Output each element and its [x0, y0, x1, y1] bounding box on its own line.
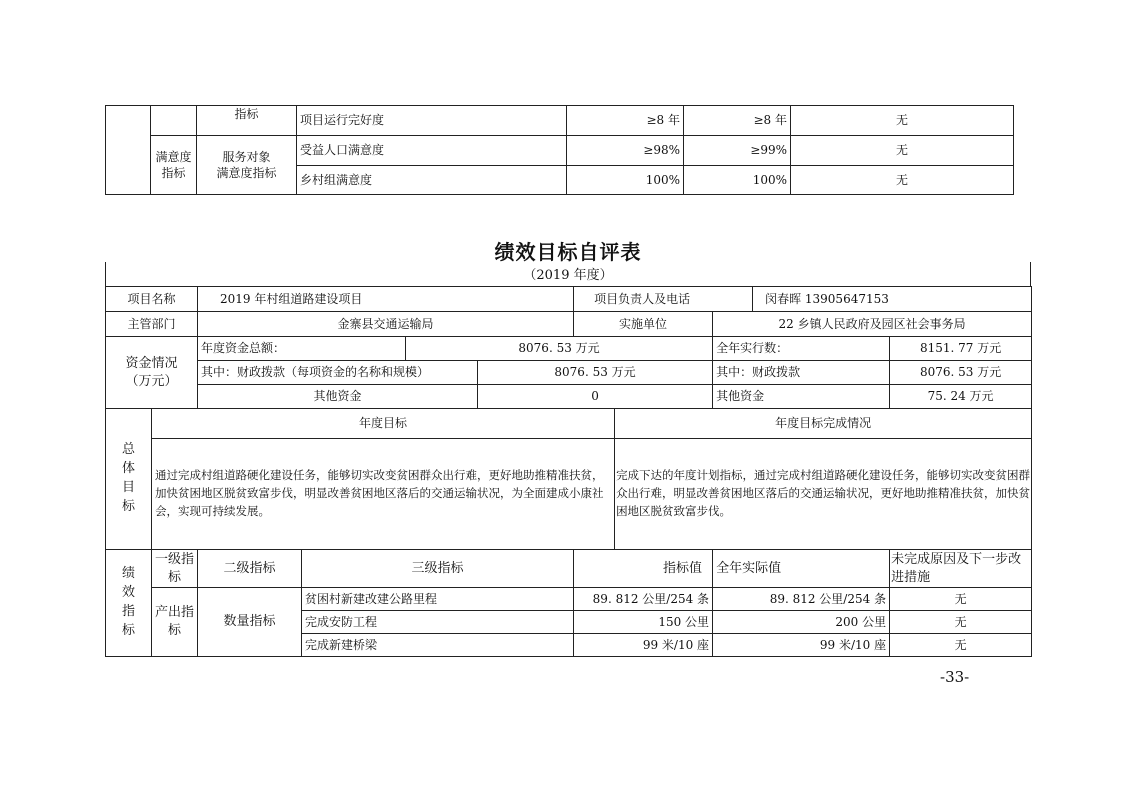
annual-goal-text: 通过完成村组道路硬化建设任务，能够切实改变贫困群众出行难，更好地助推精准扶贫，加快贫困地区脱贫致富步伐，明显改善贫困地区落后的交通运输状况，为全面建成小康社会，实现可持续发展。 [152, 439, 615, 550]
annual-total-value: 8076. 53 万元 [406, 337, 713, 361]
actual-cell: ≥99% [684, 136, 791, 166]
page-number: -33- [940, 668, 970, 686]
actual-cell: 89. 812 公里/254 条 [713, 588, 890, 611]
page-subtitle: （2019 年度） [523, 268, 613, 283]
other-actual-value: 75. 24 万元 [890, 385, 1032, 409]
col-reason-header: 未完成原因及下一步改进措施 [890, 550, 1032, 588]
col-level3-header: 三级指标 [302, 550, 574, 588]
target-cell: 100% [567, 166, 684, 195]
completion-header: 年度目标完成情况 [615, 409, 1032, 439]
top-indicator-table [105, 105, 1014, 195]
fund-label: 资金情况 （万元） [106, 337, 198, 409]
dept-label: 主管部门 [106, 312, 198, 337]
reason-cell: 无 [890, 588, 1032, 611]
metric-cell: 贫困村新建改建公路里程 [302, 588, 574, 611]
reason-cell: 无 [890, 611, 1032, 634]
actual-cell: 100% [684, 166, 791, 195]
dept-value: 金寨县交通运输局 [198, 312, 574, 337]
fiscal-actual-value: 8076. 53 万元 [890, 361, 1032, 385]
impl-value: 22 乡镇人民政府及园区社会事务局 [713, 312, 1032, 337]
service-label: 服务对象 满意度指标 [197, 136, 297, 195]
completion-text: 完成下达的年度计划指标，通过完成村组道路硬化建设任务，能够切实改变贫困群众出行难，明显改善贫困地区落后的交通运输状况，更好地助推精准扶贫，加快贫困地区脱贫致富步伐。 [615, 439, 1032, 550]
performance-self-eval-table [105, 286, 1032, 657]
frame-left-line [105, 262, 106, 286]
annual-goal-header: 年度目标 [152, 409, 615, 439]
perf-indicator-label: 绩 效 指 标 [106, 550, 152, 657]
metric-cell: 受益人口满意度 [297, 136, 567, 166]
col-actual-header: 全年实际值 [713, 550, 890, 588]
actual-cell: 200 公里 [713, 611, 890, 634]
overall-goal-label: 总 体 目 标 [106, 409, 152, 550]
actual-cell: 99 米/10 座 [713, 634, 890, 657]
col-target-header: 指标值 [574, 550, 713, 588]
target-cell: 89. 812 公里/254 条 [574, 588, 713, 611]
target-cell: ≥8 年 [567, 106, 684, 136]
fiscal-label: 其中：财政拨款（每项资金的名称和规模） [198, 361, 478, 385]
actual-cell: ≥8 年 [684, 106, 791, 136]
frame-right-line [1030, 262, 1031, 286]
indicator-label: 指标 [197, 106, 297, 136]
metric-cell: 完成安防工程 [302, 611, 574, 634]
col-level2-header: 二级指标 [198, 550, 302, 588]
impl-label: 实施单位 [574, 312, 713, 337]
reason-cell: 无 [890, 634, 1032, 657]
other-value: 0 [478, 385, 713, 409]
quantity-indicator-label: 数量指标 [198, 588, 302, 657]
metric-cell: 乡村组满意度 [297, 166, 567, 195]
owner-label: 项目负责人及电话 [574, 287, 753, 312]
satisfaction-label: 满意度 指标 [151, 136, 197, 195]
target-cell: 99 米/10 座 [574, 634, 713, 657]
reason-cell: 无 [791, 106, 1014, 136]
reason-cell: 无 [791, 166, 1014, 195]
annual-total-label: 年度资金总额： [198, 337, 406, 361]
col-level1-header: 一级指 标 [152, 550, 198, 588]
target-cell: 150 公里 [574, 611, 713, 634]
actual-total-label: 全年实行数： [713, 337, 890, 361]
output-indicator-label: 产出指 标 [152, 588, 198, 657]
metric-cell: 项目运行完好度 [297, 106, 567, 136]
top-blank-cell-2 [151, 106, 197, 136]
fiscal-actual-label: 其中：财政拨款 [713, 361, 890, 385]
top-blank-cell [106, 106, 151, 195]
metric-cell: 完成新建桥梁 [302, 634, 574, 657]
target-cell: ≥98% [567, 136, 684, 166]
page-title: 绩效目标自评表 [494, 240, 642, 264]
fiscal-value: 8076. 53 万元 [478, 361, 713, 385]
other-label: 其他资金 [198, 385, 478, 409]
other-actual-label: 其他资金 [713, 385, 890, 409]
actual-total-value: 8151. 77 万元 [890, 337, 1032, 361]
reason-cell: 无 [791, 136, 1014, 166]
project-name-label: 项目名称 [106, 287, 198, 312]
owner-value: 闵春晖 13905647153 [753, 287, 1032, 312]
project-name-value: 2019 年村组道路建设项目 [198, 287, 574, 312]
